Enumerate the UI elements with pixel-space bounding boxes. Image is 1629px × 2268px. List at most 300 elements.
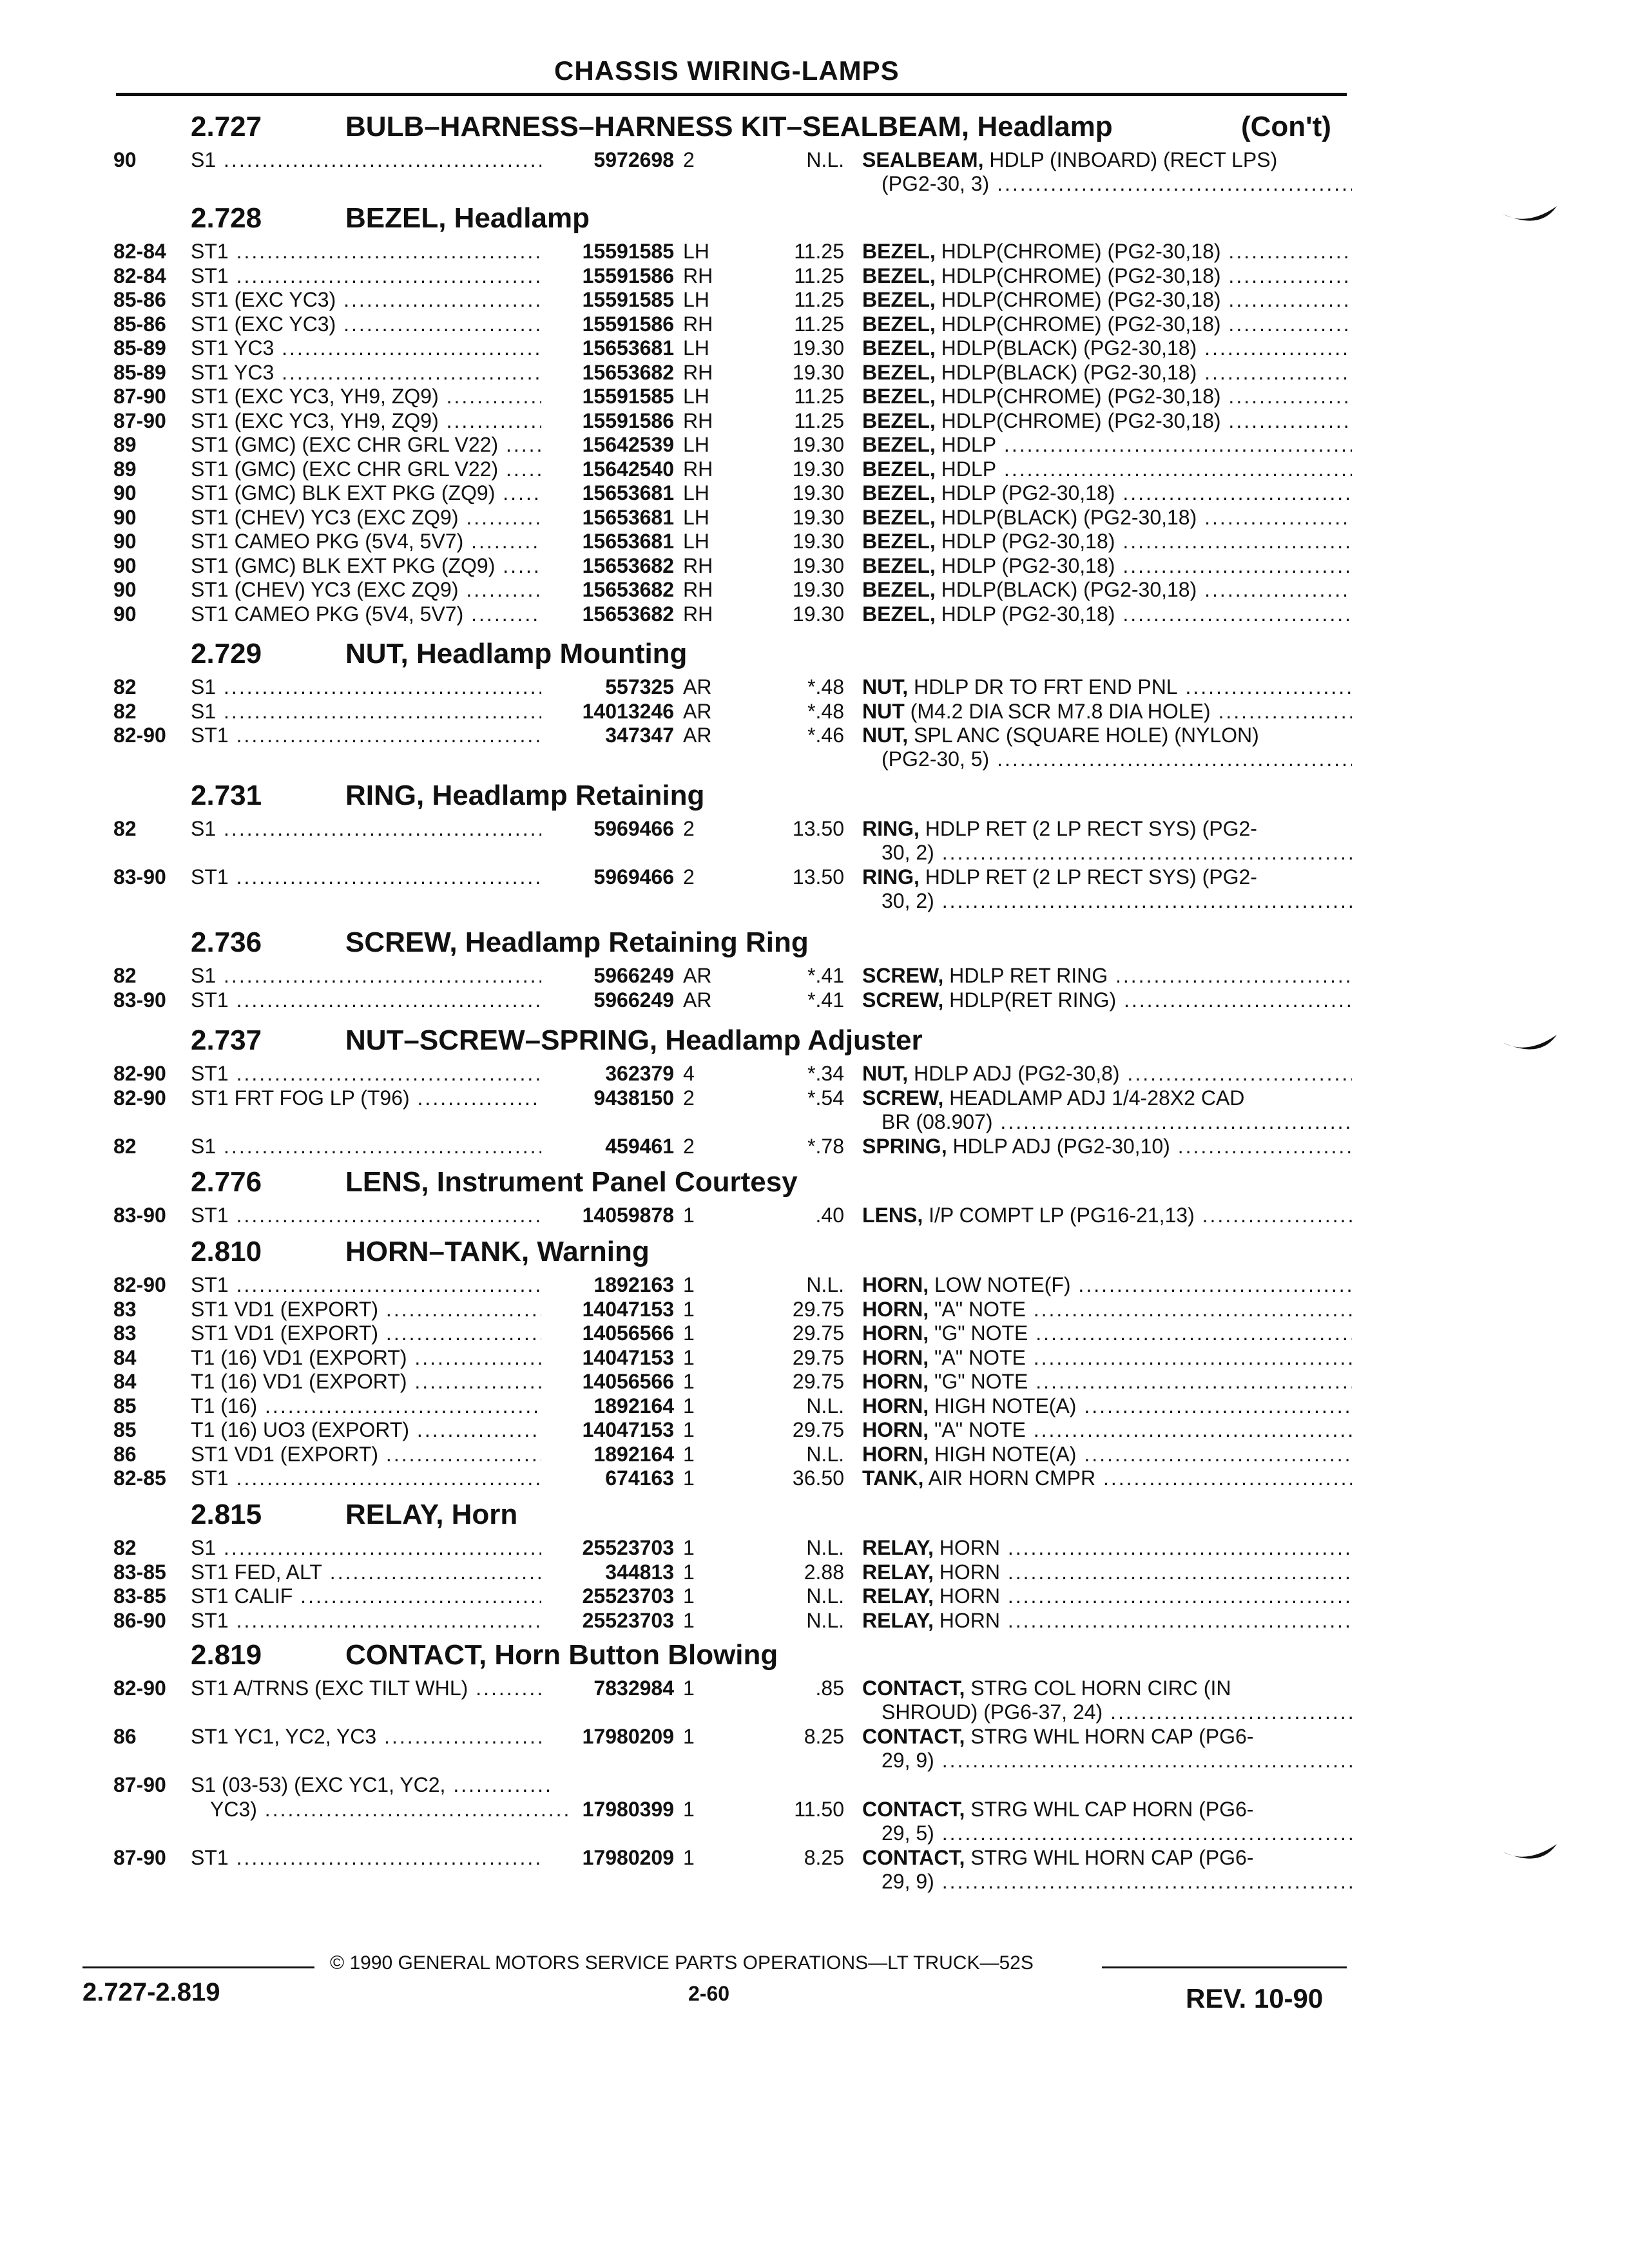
- model-years: 83: [113, 1297, 137, 1321]
- part-number: 15591586: [541, 312, 674, 336]
- application: ST1 (CHEV) YC3 (EXC ZQ9) .....: [191, 506, 552, 530]
- application: ST1 CAMEO PKG (5V4, 5V7) .....: [191, 602, 552, 626]
- quantity: 1: [683, 1418, 695, 1441]
- price: 13.50: [792, 817, 844, 840]
- part-name: RELAY,: [862, 1536, 934, 1559]
- part-number: 15642539: [541, 433, 674, 457]
- model-years: 82-90: [113, 1062, 166, 1085]
- application: ST1 FED, ALT .....: [191, 1561, 552, 1584]
- model-years: 83-90: [113, 1204, 166, 1227]
- quantity: 1: [683, 1345, 695, 1369]
- part-name: RELAY,: [862, 1608, 934, 1632]
- part-name: CONTACT,: [862, 1677, 965, 1700]
- quantity: 4: [683, 1062, 695, 1085]
- description: [862, 1725, 1352, 1773]
- price: N.L.: [806, 1442, 844, 1466]
- description-text: HDLP(BLACK) (PG2-30,18): [941, 505, 1197, 529]
- application: ST1 .....: [191, 1466, 552, 1490]
- part-number: 14056566: [541, 1321, 674, 1345]
- part-name: TANK,: [862, 1466, 924, 1490]
- price: 29.75: [792, 1370, 844, 1393]
- section-number: 2.819: [191, 1639, 262, 1671]
- part-number: 15653682: [541, 602, 674, 626]
- part-name: BEZEL,: [862, 360, 936, 384]
- description: [862, 1561, 1352, 1584]
- model-years: 87-90: [113, 408, 166, 432]
- part-name: NUT: [862, 699, 905, 723]
- section-title: HORN–TANK, Warning: [345, 1236, 650, 1267]
- model-years: 84: [113, 1370, 137, 1393]
- description: [862, 433, 1352, 457]
- application: ST1 (GMC) (EXC CHR GRL V22) .....: [191, 457, 552, 481]
- model-years: 82-90: [113, 724, 166, 747]
- model-years: 85: [113, 1394, 137, 1418]
- part-name: RELAY,: [862, 1560, 934, 1584]
- price: *.48: [807, 675, 844, 698]
- part-number: 14059878: [541, 1204, 674, 1227]
- price: *.34: [807, 1062, 844, 1085]
- price: 19.30: [792, 578, 844, 601]
- quantity: 2: [683, 1134, 695, 1158]
- part-name: NUT,: [862, 724, 909, 747]
- quantity: RH: [683, 264, 713, 287]
- quantity: 1: [683, 1204, 695, 1227]
- part-number: 25523703: [541, 1584, 674, 1608]
- description-text: HEADLAMP ADJ 1/4-28X2 CAD: [949, 1086, 1245, 1110]
- model-years: 90: [113, 505, 137, 529]
- part-name: SEALBEAM,: [862, 148, 984, 171]
- section-title: RING, Headlamp Retaining: [345, 780, 705, 811]
- model-years: 90: [113, 553, 137, 577]
- price: 29.75: [792, 1345, 844, 1369]
- model-years: 82: [113, 699, 137, 723]
- model-years: 86: [113, 1442, 137, 1466]
- part-name: BEZEL,: [862, 264, 936, 287]
- part-number: 1892164: [541, 1443, 674, 1466]
- price: 8.25: [804, 1725, 844, 1748]
- quantity: LH: [683, 385, 709, 408]
- price: N.L.: [806, 1584, 844, 1608]
- price: 29.75: [792, 1297, 844, 1321]
- description: [862, 724, 1352, 771]
- description: [862, 578, 1352, 602]
- application: ST1 (GMC) BLK EXT PKG (ZQ9) .....: [191, 481, 552, 505]
- description-text: HDLP(BLACK) (PG2-30,18): [941, 360, 1197, 384]
- part-name: HORN,: [862, 1345, 929, 1369]
- description: [862, 865, 1352, 913]
- description-text: HDLP(BLACK) (PG2-30,18): [941, 336, 1197, 360]
- quantity: 1: [683, 1608, 695, 1632]
- quantity: LH: [683, 505, 709, 529]
- application: S1 .....: [191, 675, 552, 699]
- price: 11.25: [794, 312, 844, 336]
- checkmark-icon: [1501, 205, 1559, 231]
- part-name: BEZEL,: [862, 385, 936, 408]
- model-years: 82: [113, 817, 137, 840]
- part-name: HORN,: [862, 1321, 929, 1345]
- description-text: HORN: [939, 1560, 1000, 1584]
- description: [862, 1418, 1352, 1442]
- application: ST1 YC3 .....: [191, 336, 552, 360]
- part-name: BEZEL,: [862, 288, 936, 311]
- part-number: 5972698: [541, 148, 674, 172]
- model-years: 83-90: [113, 865, 166, 889]
- application: S1 .....: [191, 148, 552, 172]
- part-number: 347347: [541, 724, 674, 747]
- price: N.L.: [806, 1608, 844, 1632]
- description: [862, 817, 1352, 865]
- section-title: SCREW, Headlamp Retaining Ring: [345, 927, 809, 958]
- part-name: NUT,: [862, 1062, 909, 1085]
- description-text: HDLP: [941, 457, 997, 481]
- part-name: NUT,: [862, 675, 909, 698]
- part-name: SCREW,: [862, 964, 944, 987]
- part-name: SCREW,: [862, 988, 944, 1012]
- description: [862, 675, 1352, 699]
- part-number: 15591585: [541, 240, 674, 264]
- application: S1 .....: [191, 1536, 552, 1560]
- description-text: AIR HORN CMPR: [928, 1466, 1096, 1490]
- description: [862, 385, 1352, 408]
- quantity: RH: [683, 312, 713, 336]
- part-number: 25523703: [541, 1609, 674, 1633]
- checkmark-icon: [1501, 1033, 1559, 1059]
- part-name: RING,: [862, 817, 920, 840]
- price: .40: [815, 1204, 844, 1227]
- model-years: 83: [113, 1321, 137, 1345]
- application: S1 .....: [191, 964, 552, 988]
- footer-rule-right: [1102, 1966, 1347, 1968]
- part-name: BEZEL,: [862, 578, 936, 601]
- model-years: 82-84: [113, 240, 166, 263]
- quantity: AR: [683, 988, 712, 1012]
- model-years: 87-90: [113, 1773, 166, 1796]
- price: 29.75: [792, 1418, 844, 1441]
- price: N.L.: [806, 1394, 844, 1418]
- part-name: BEZEL,: [862, 336, 936, 360]
- quantity: 1: [683, 1560, 695, 1584]
- application: ST1 CALIF .....: [191, 1584, 552, 1608]
- description-text: STRG WHL HORN CAP (PG6-: [970, 1845, 1254, 1869]
- application: ST1 (GMC) (EXC CHR GRL V22) .....: [191, 433, 552, 457]
- application: T1 (16) .....: [191, 1394, 552, 1418]
- model-years: 82: [113, 964, 137, 987]
- quantity: LH: [683, 433, 709, 456]
- description-text: HDLP(CHROME) (PG2-30,18): [941, 288, 1221, 311]
- description-text: "A" NOTE: [934, 1297, 1026, 1321]
- price: *.41: [807, 964, 844, 987]
- section-title: BULB–HARNESS–HARNESS KIT–SEALBEAM, Headlamp: [345, 111, 1113, 142]
- price: 11.50: [794, 1797, 844, 1821]
- price: 8.25: [804, 1845, 844, 1869]
- price: 19.30: [792, 602, 844, 626]
- model-years: 85-86: [113, 312, 166, 336]
- section-title: CONTACT, Horn Button Blowing: [345, 1639, 778, 1671]
- description-continued: 29, 9) .....: [862, 1749, 1352, 1773]
- application: ST1 .....: [191, 1846, 552, 1870]
- description-text: I/P COMPT LP (PG16-21,13): [929, 1204, 1195, 1227]
- part-number: 1892164: [541, 1394, 674, 1418]
- description: [862, 1677, 1352, 1724]
- part-number: 5969466: [541, 865, 674, 889]
- description-text: HDLP (PG2-30,18): [941, 481, 1115, 505]
- application: ST1 CAMEO PKG (5V4, 5V7) .....: [191, 530, 552, 553]
- price: N.L.: [806, 148, 844, 171]
- part-name: BEZEL,: [862, 530, 936, 553]
- part-number: 674163: [541, 1466, 674, 1490]
- description-continued: 29, 5) .....: [862, 1821, 1352, 1845]
- part-name: BEZEL,: [862, 433, 936, 456]
- description: [862, 457, 1352, 481]
- quantity: 2: [683, 148, 695, 171]
- description: [862, 264, 1352, 288]
- price: 11.25: [794, 385, 844, 408]
- price: 19.30: [792, 336, 844, 360]
- description: [862, 1298, 1352, 1321]
- quantity: LH: [683, 240, 709, 263]
- part-number: 14047153: [541, 1346, 674, 1370]
- application: S1 .....: [191, 700, 552, 724]
- application: ST1 YC1, YC2, YC3 .....: [191, 1725, 552, 1749]
- quantity: 1: [683, 1321, 695, 1345]
- description: [862, 288, 1352, 312]
- model-years: 85-86: [113, 288, 166, 311]
- section-continued: (Con't): [1241, 111, 1331, 142]
- quantity: RH: [683, 408, 713, 432]
- quantity: 1: [683, 1725, 695, 1748]
- quantity: 2: [683, 817, 695, 840]
- description-continued: BR (08.907) .....: [862, 1110, 1352, 1134]
- quantity: LH: [683, 481, 709, 505]
- description-text: HDLP(RET RING): [949, 988, 1117, 1012]
- application: ST1 .....: [191, 1273, 552, 1297]
- description-continued: (PG2-30, 5) .....: [862, 747, 1352, 771]
- description-text: HDLP (PG2-30,18): [941, 553, 1115, 577]
- model-years: 90: [113, 148, 137, 171]
- part-number: 17980209: [541, 1725, 674, 1749]
- model-years: 89: [113, 433, 137, 456]
- description-text: STRG COL HORN CIRC (IN: [970, 1677, 1231, 1700]
- section-number: 2.810: [191, 1236, 262, 1267]
- application: T1 (16) VD1 (EXPORT) .....: [191, 1346, 552, 1370]
- part-name: HORN,: [862, 1442, 929, 1466]
- description-text: SPL ANC (SQUARE HOLE) (NYLON): [914, 724, 1259, 747]
- description: [862, 148, 1352, 196]
- part-number: 17980209: [541, 1846, 674, 1870]
- price: 2.88: [804, 1560, 844, 1584]
- model-years: 82-90: [113, 1086, 166, 1110]
- part-number: 14056566: [541, 1370, 674, 1394]
- part-number: 15653681: [541, 336, 674, 360]
- part-number: 25523703: [541, 1536, 674, 1560]
- description: [862, 1846, 1352, 1894]
- description-continued: 30, 2) .....: [862, 889, 1352, 913]
- header-rule: [116, 93, 1347, 96]
- description-text: LOW NOTE(F): [934, 1273, 1071, 1296]
- part-number: 1892163: [541, 1273, 674, 1297]
- price: *.48: [807, 699, 844, 723]
- model-years: 83-85: [113, 1560, 166, 1584]
- part-name: RELAY,: [862, 1584, 934, 1608]
- application: ST1 .....: [191, 1609, 552, 1633]
- application: ST1 .....: [191, 1204, 552, 1227]
- part-number: 15653682: [541, 554, 674, 578]
- model-years: 82: [113, 1536, 137, 1559]
- quantity: 1: [683, 1394, 695, 1418]
- description-text: HDLP(CHROME) (PG2-30,18): [941, 264, 1221, 287]
- price: 13.50: [792, 865, 844, 889]
- price: *.78: [807, 1134, 844, 1158]
- application: ST1 VD1 (EXPORT) .....: [191, 1443, 552, 1466]
- model-years: 90: [113, 481, 137, 505]
- part-number: 15653682: [541, 578, 674, 602]
- part-number: 5969466: [541, 817, 674, 841]
- part-number: 15591586: [541, 409, 674, 433]
- description: [862, 1536, 1352, 1560]
- part-name: BEZEL,: [862, 481, 936, 505]
- part-number: 344813: [541, 1561, 674, 1584]
- part-name: BEZEL,: [862, 408, 936, 432]
- part-number: 5966249: [541, 988, 674, 1012]
- footer-revision: REV. 10-90: [1186, 1983, 1324, 2013]
- price: 11.25: [794, 408, 844, 432]
- section-title: NUT–SCREW–SPRING, Headlamp Adjuster: [345, 1024, 923, 1056]
- price: 11.25: [794, 288, 844, 311]
- section-number: 2.736: [191, 927, 262, 958]
- model-years: 82: [113, 1134, 137, 1158]
- price: .85: [815, 1677, 844, 1700]
- description: [862, 336, 1352, 360]
- part-number: 15591585: [541, 288, 674, 312]
- section-number: 2.815: [191, 1499, 262, 1530]
- price: N.L.: [806, 1536, 844, 1559]
- part-number: 9438150: [541, 1086, 674, 1110]
- part-number: 15591585: [541, 385, 674, 408]
- price: 36.50: [792, 1466, 844, 1490]
- quantity: AR: [683, 675, 712, 698]
- description-text: HIGH NOTE(A): [934, 1394, 1077, 1418]
- application: ST1 .....: [191, 865, 552, 889]
- section-title: BEZEL, Headlamp: [345, 202, 590, 234]
- price: 19.30: [792, 530, 844, 553]
- description-text: STRG WHL HORN CAP (PG6-: [970, 1725, 1254, 1748]
- part-name: BEZEL,: [862, 505, 936, 529]
- price: 19.30: [792, 553, 844, 577]
- part-name: CONTACT,: [862, 1845, 965, 1869]
- part-name: SCREW,: [862, 1086, 944, 1110]
- part-name: RING,: [862, 865, 920, 889]
- application: ST1 YC3 .....: [191, 361, 552, 385]
- page-title: CHASSIS WIRING-LAMPS: [554, 55, 900, 86]
- price: 19.30: [792, 457, 844, 481]
- section-number: 2.728: [191, 202, 262, 234]
- price: 29.75: [792, 1321, 844, 1345]
- part-name: BEZEL,: [862, 553, 936, 577]
- part-name: CONTACT,: [862, 1797, 965, 1821]
- description-text: "G" NOTE: [934, 1370, 1028, 1393]
- quantity: RH: [683, 360, 713, 384]
- model-years: 83-90: [113, 988, 166, 1012]
- quantity: RH: [683, 457, 713, 481]
- description: [862, 1609, 1352, 1633]
- quantity: LH: [683, 336, 709, 360]
- section-title: LENS, Instrument Panel Courtesy: [345, 1166, 798, 1198]
- section-number: 2.731: [191, 780, 262, 811]
- part-name: HORN,: [862, 1418, 929, 1441]
- description-text: STRG WHL CAP HORN (PG6-: [970, 1797, 1254, 1821]
- description: [862, 1135, 1352, 1158]
- quantity: RH: [683, 553, 713, 577]
- description-text: HDLP RET (2 LP RECT SYS) (PG2-: [925, 865, 1257, 889]
- description: [862, 1273, 1352, 1297]
- description-text: HORN: [939, 1536, 1000, 1559]
- model-years: 82-90: [113, 1273, 166, 1296]
- description-text: HORN: [939, 1584, 1000, 1608]
- application: ST1 .....: [191, 240, 552, 264]
- description-text: HDLP(CHROME) (PG2-30,18): [941, 312, 1221, 336]
- description-text: HDLP DR TO FRT END PNL: [914, 675, 1178, 698]
- price: *.46: [807, 724, 844, 747]
- price: *.41: [807, 988, 844, 1012]
- part-name: BEZEL,: [862, 240, 936, 263]
- application: ST1 (CHEV) YC3 (EXC ZQ9) .....: [191, 578, 552, 602]
- section-number: 2.776: [191, 1166, 262, 1198]
- model-years: 82-90: [113, 1677, 166, 1700]
- model-years: 85-89: [113, 360, 166, 384]
- description: [862, 1466, 1352, 1490]
- description-text: "A" NOTE: [934, 1345, 1026, 1369]
- quantity: 1: [683, 1584, 695, 1608]
- description-text: HDLP(CHROME) (PG2-30,18): [941, 408, 1221, 432]
- quantity: 1: [683, 1370, 695, 1393]
- quantity: LH: [683, 530, 709, 553]
- model-years: 90: [113, 602, 137, 626]
- description: [862, 1394, 1352, 1418]
- description: [862, 1370, 1352, 1394]
- description: [862, 964, 1352, 988]
- quantity: 1: [683, 1845, 695, 1869]
- description: [862, 1443, 1352, 1466]
- description: [862, 506, 1352, 530]
- part-number: 459461: [541, 1135, 674, 1158]
- price: 11.25: [794, 240, 844, 263]
- section-number: 2.737: [191, 1024, 262, 1056]
- description-continued: 29, 9) .....: [862, 1870, 1352, 1894]
- description: [862, 1086, 1352, 1134]
- footer-rule-left: [82, 1966, 314, 1968]
- model-years: 86: [113, 1725, 137, 1748]
- description-text: (M4.2 DIA SCR M7.8 DIA HOLE): [910, 699, 1211, 723]
- footer-range: 2.727-2.819: [82, 1978, 220, 2006]
- part-number: 14013246: [541, 700, 674, 724]
- model-years: 82: [113, 675, 137, 698]
- model-years: 90: [113, 578, 137, 601]
- quantity: AR: [683, 964, 712, 987]
- section-title: NUT, Headlamp Mounting: [345, 638, 688, 669]
- quantity: 1: [683, 1297, 695, 1321]
- part-number: 15591586: [541, 264, 674, 288]
- application: T1 (16) UO3 (EXPORT) .....: [191, 1418, 552, 1442]
- application: ST1 FRT FOG LP (T96) .....: [191, 1086, 552, 1110]
- part-number: 15653681: [541, 481, 674, 505]
- section-number: 2.727: [191, 111, 262, 142]
- model-years: 82-85: [113, 1466, 166, 1490]
- description: [862, 1204, 1352, 1227]
- application: ST1 .....: [191, 264, 552, 288]
- description-text: HDLP (PG2-30,18): [941, 602, 1115, 626]
- quantity: 1: [683, 1442, 695, 1466]
- footer-page-number: 2-60: [688, 1982, 730, 2005]
